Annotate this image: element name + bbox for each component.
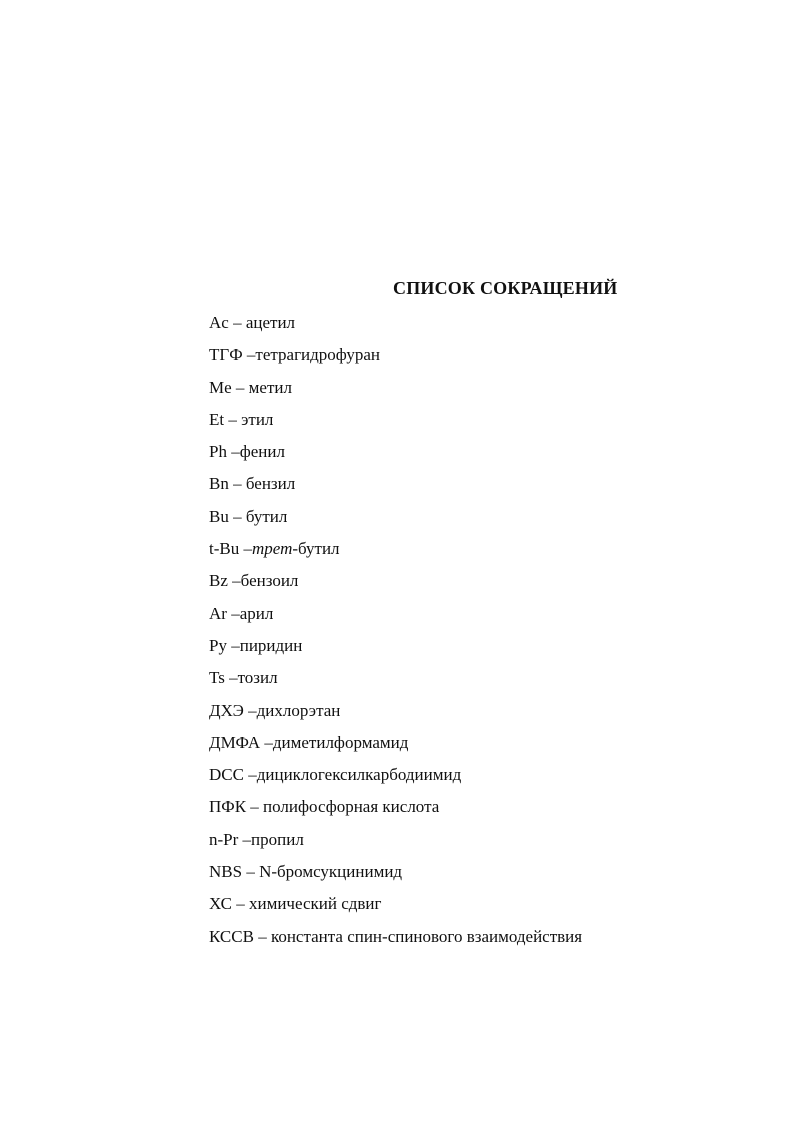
abbreviation-definition: бутил bbox=[245, 506, 288, 526]
abbreviation-definition: тетрагидрофуран bbox=[255, 345, 381, 365]
abbreviation-term: КССВ bbox=[209, 926, 254, 946]
separator-dash: – bbox=[242, 862, 260, 882]
abbreviation-term: ХС bbox=[209, 894, 232, 914]
abbreviation-term: ТГФ bbox=[209, 345, 243, 365]
separator-dash: – bbox=[228, 474, 246, 494]
abbreviation-definition: метил bbox=[248, 377, 292, 397]
abbreviation-term: NBS bbox=[209, 862, 243, 882]
list-item bbox=[209, 829, 582, 861]
abbreviation-definition: -бутил bbox=[292, 539, 340, 559]
list-item bbox=[209, 796, 582, 828]
separator-dash: – bbox=[253, 926, 271, 946]
list-item bbox=[209, 570, 582, 602]
abbreviation-definition: константа спин-спинового взаимодействия bbox=[270, 926, 583, 946]
abbreviation-definition: бензил bbox=[245, 474, 296, 494]
list-item bbox=[209, 506, 582, 538]
abbreviation-definition: диметилформамид bbox=[272, 732, 409, 752]
abbreviation-definition: арил bbox=[239, 603, 274, 623]
separator-dash: – bbox=[228, 506, 246, 526]
abbreviation-term: Bn bbox=[209, 474, 229, 494]
list-item bbox=[209, 926, 582, 958]
abbreviation-definition: химический сдвиг bbox=[248, 894, 382, 914]
list-item bbox=[209, 893, 582, 925]
list-item bbox=[209, 732, 582, 764]
abbreviation-definition: бензоил bbox=[240, 571, 299, 591]
abbreviation-definition: ацетил bbox=[245, 313, 296, 332]
separator-dash: – bbox=[231, 377, 249, 397]
abbreviation-definition: фенил bbox=[239, 442, 285, 462]
separator-dash: – bbox=[243, 700, 257, 720]
separator-dash: – bbox=[228, 313, 246, 332]
abbreviation-term: Ar bbox=[209, 603, 227, 623]
abbreviation-term: Py bbox=[209, 635, 227, 655]
list-item bbox=[209, 603, 582, 635]
list-item bbox=[209, 473, 582, 505]
list-item bbox=[209, 635, 582, 667]
abbreviation-term: n-Pr bbox=[209, 829, 239, 849]
abbreviation-term: Ph bbox=[209, 442, 227, 462]
abbreviation-term: Et bbox=[209, 409, 225, 429]
separator-dash: – bbox=[226, 603, 240, 623]
list-item bbox=[209, 764, 582, 796]
separator-dash: – bbox=[227, 571, 241, 591]
separator-dash: – bbox=[246, 797, 264, 817]
abbreviation-term: Bz bbox=[209, 571, 228, 591]
abbreviation-term: t-Bu bbox=[209, 539, 240, 559]
abbreviation-definition: тозил bbox=[237, 668, 278, 688]
abbreviation-definition-italic: трет bbox=[251, 539, 293, 559]
separator-dash: – bbox=[231, 894, 249, 914]
separator-dash: – bbox=[224, 668, 238, 688]
separator-dash: – bbox=[243, 765, 257, 785]
separator-dash: – bbox=[224, 409, 242, 429]
abbreviation-definition: N-бромсукцинимид bbox=[259, 862, 403, 882]
list-item bbox=[209, 667, 582, 699]
abbreviation-term: ПФК bbox=[209, 797, 247, 817]
list-item bbox=[209, 441, 582, 473]
abbreviation-term: Ts bbox=[209, 668, 225, 688]
list-item bbox=[209, 409, 582, 441]
list-item bbox=[209, 538, 582, 570]
list-item bbox=[209, 312, 582, 344]
list-item bbox=[209, 700, 582, 732]
abbreviation-term: ДМФА bbox=[209, 732, 261, 752]
list-item bbox=[209, 861, 582, 893]
abbreviation-definition: полифосфорная кислота bbox=[263, 797, 440, 817]
list-item bbox=[209, 344, 582, 376]
separator-dash: – bbox=[238, 829, 252, 849]
page-title: СПИСОК СОКРАЩЕНИЙ bbox=[393, 278, 618, 298]
abbreviation-term: ДХЭ bbox=[209, 700, 244, 720]
abbreviation-definition: дициклогексилкарбодиимид bbox=[256, 765, 462, 785]
abbreviation-term: DCC bbox=[209, 765, 244, 785]
abbreviation-list bbox=[209, 312, 582, 958]
abbreviation-term: Bu bbox=[209, 506, 229, 526]
separator-dash: – bbox=[260, 732, 273, 752]
abbreviation-term: Me bbox=[209, 377, 232, 397]
abbreviation-definition: пиридин bbox=[239, 635, 303, 655]
separator-dash: – bbox=[239, 539, 252, 559]
separator-dash: – bbox=[226, 442, 240, 462]
abbreviation-definition: пропил bbox=[251, 829, 304, 849]
abbreviation-definition: этил bbox=[241, 409, 274, 429]
abbreviation-definition: дихлорэтан bbox=[256, 700, 341, 720]
separator-dash: – bbox=[242, 345, 256, 365]
abbreviation-term: Ac bbox=[209, 313, 229, 332]
separator-dash: – bbox=[226, 635, 240, 655]
list-item bbox=[209, 377, 582, 409]
